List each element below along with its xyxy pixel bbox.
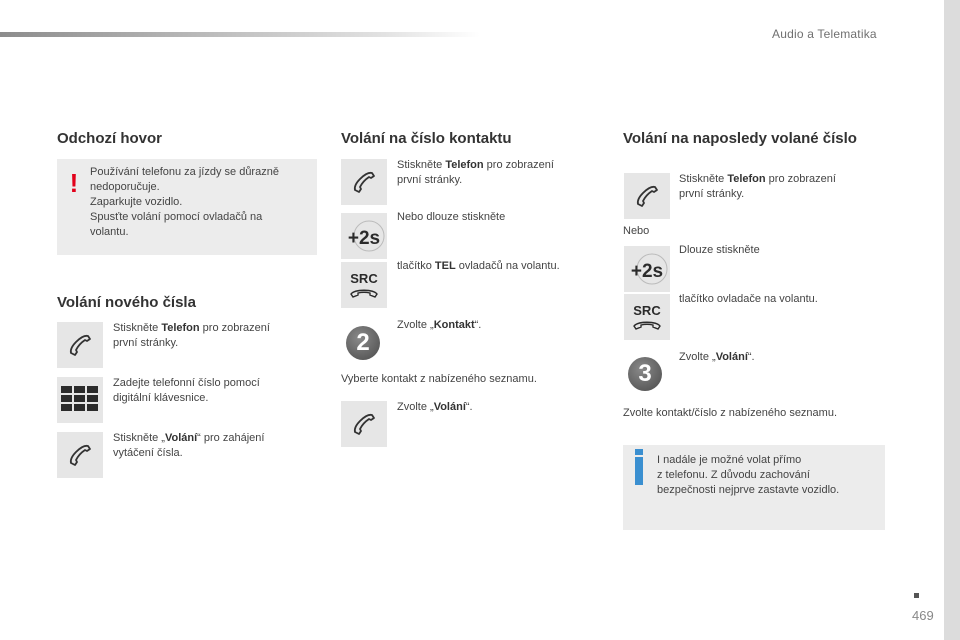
svg-text:+2s: +2s — [630, 261, 664, 282]
col3-step1: Stiskněte Telefon pro zobrazení první stránky. — [679, 173, 836, 200]
section-title: Audio a Telematika — [772, 27, 877, 41]
col2-step3: tlačítko TEL ovladačů na volantu. — [397, 260, 560, 272]
page-number: 469 — [912, 608, 934, 623]
col1-step2: Zadejte telefonní číslo pomocí digitální klávesnice. — [113, 377, 260, 404]
info-icon — [635, 457, 643, 485]
phone-icon — [57, 432, 103, 478]
warning-text: Používání telefonu za jízdy se důrazně nedoporučuje. Zaparkujte vozidlo. Spusťte volání pomocí ovladačů na volantu. — [90, 166, 279, 238]
heading-odchozi-hovor: Odchozí hovor — [57, 130, 162, 147]
col3-or: Nebo — [623, 225, 650, 237]
col2-step2: Nebo dlouze stiskněte — [397, 211, 506, 223]
page-edge-strip — [944, 0, 960, 640]
src-phone-badge — [341, 262, 387, 308]
heading-volani-na-cislo-kontaktu: Volání na číslo kontaktu — [341, 130, 512, 147]
col3-step5: Zvolte kontakt/číslo z nabízeného seznamu. — [623, 407, 838, 419]
col3-step4: Zvolte „Volání“. — [679, 351, 755, 363]
col2-step1: Stiskněte Telefon pro zobrazení první stránky. — [397, 159, 554, 186]
col2-step5: Vyberte kontakt z nabízeného seznamu. — [341, 373, 537, 385]
svg-text:SRC: SRC — [633, 303, 661, 318]
keypad-icon — [57, 377, 103, 423]
header-bar — [0, 32, 480, 37]
info-box — [623, 445, 885, 530]
step-number-3: 3 — [628, 357, 662, 391]
plus-2s-badge — [624, 246, 670, 292]
col2-step6: Zvolte „Volání“. — [397, 401, 473, 413]
heading-volani-noveho-cisla: Volání nového čísla — [57, 294, 196, 311]
plus-2s-badge — [341, 213, 387, 259]
heading-volani-na-naposledy-volane-cislo: Volání na naposledy volané číslo — [623, 130, 857, 147]
col3-step3: tlačítko ovladače na volantu. — [679, 293, 818, 305]
svg-text:+2s: +2s — [347, 228, 381, 249]
svg-text:SRC: SRC — [350, 271, 378, 286]
col1-step3: Stiskněte „Volání“ pro zahájení vytáčení čísla. — [113, 432, 265, 459]
phone-icon — [341, 401, 387, 447]
phone-icon — [57, 322, 103, 368]
info-text: I nadále je možné volat přímo z telefonu. Z důvodu zachování bezpečnosti nejprve zastavte vozidlo. — [657, 454, 840, 496]
col3-step2: Dlouze stiskněte — [679, 244, 760, 256]
footer-marker — [914, 593, 919, 598]
col2-step4: Zvolte „Kontakt“. — [397, 319, 482, 331]
step-number-2: 2 — [346, 326, 380, 360]
col1-step1: Stiskněte Telefon pro zobrazení první stránky. — [113, 322, 270, 349]
src-phone-badge — [624, 294, 670, 340]
warning-box — [57, 159, 317, 255]
phone-icon — [624, 173, 670, 219]
phone-icon — [341, 159, 387, 205]
warning-icon: ! — [69, 168, 79, 198]
